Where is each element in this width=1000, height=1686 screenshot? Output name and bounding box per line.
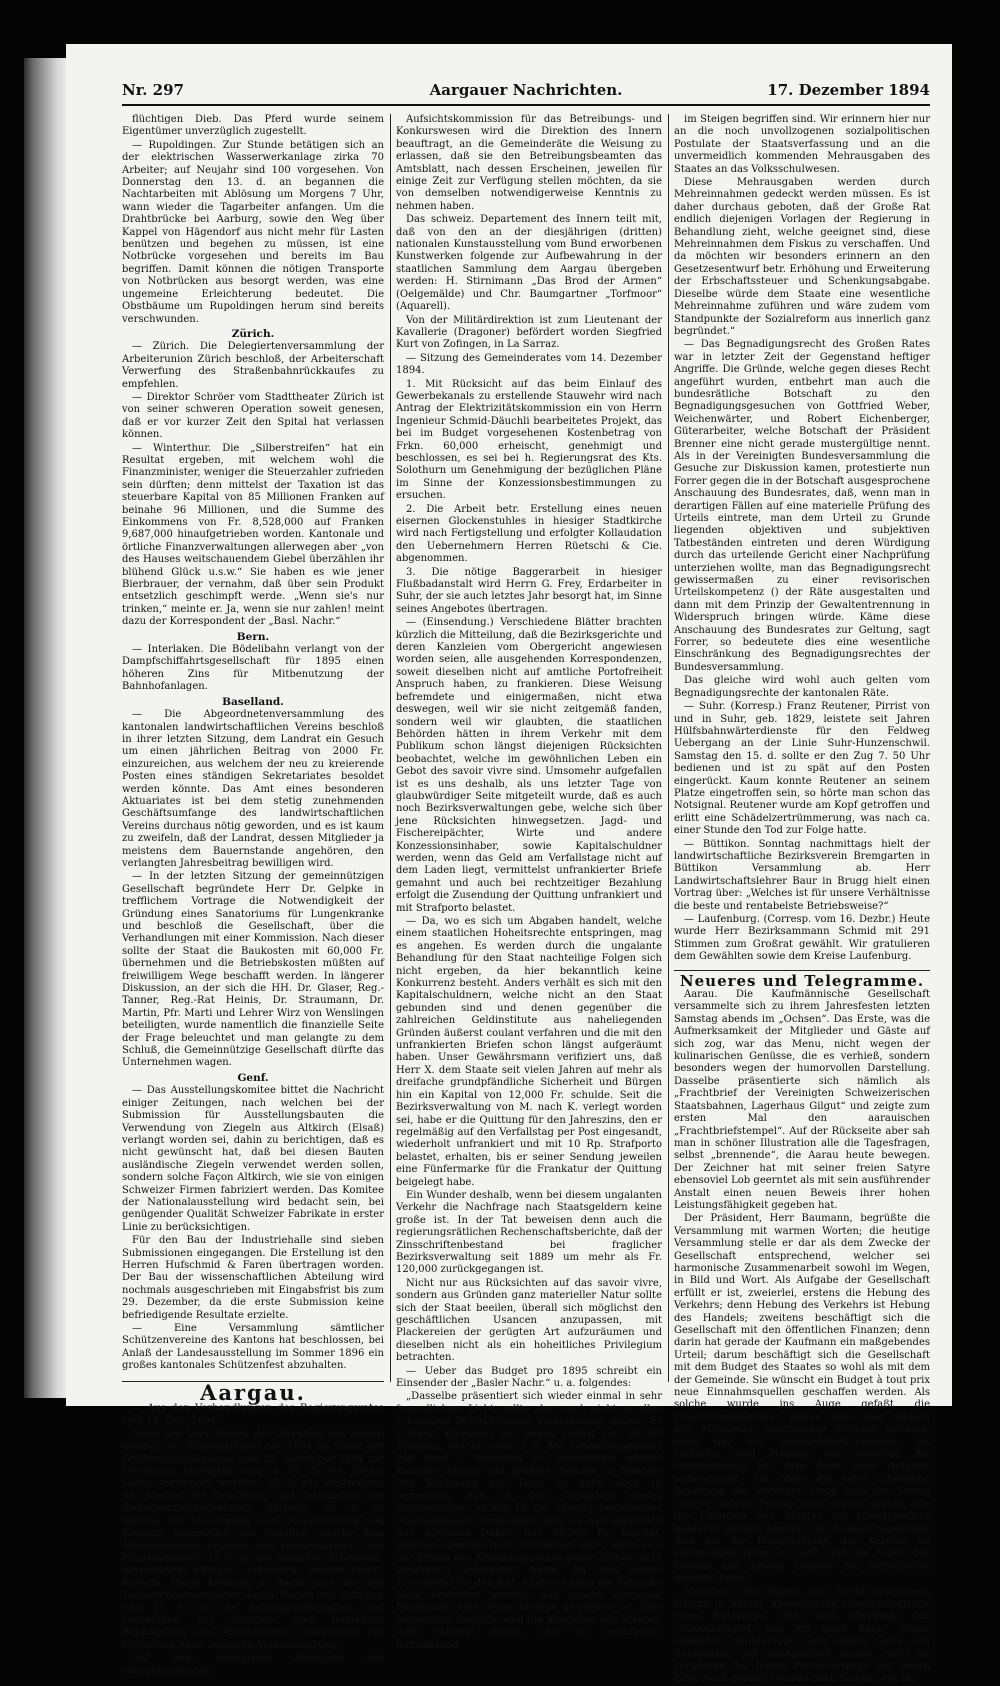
section-heading-zuerich: Zürich. — [231, 327, 275, 340]
article-paragraph: Auf eine bezügliche Anregung der obergerichtlichen — [122, 1653, 384, 1677]
article-paragraph: — Büttikon. Sonntag nachmittags hielt der landwirtschaftliche Bezirksverein Bremgarten in Büttikon Versammlung ab. Herr Landwirtschaftslehrer Baur in Brugg hielt einen Vortrag über: „Welches ist für unsere Verhältnisse die beste und rentabelste Betriebsweise?“ — [674, 838, 930, 912]
newspaper-page — [66, 44, 952, 1685]
article-paragraph: — Winterthur. Die „Silberstreifen“ hat ein Resultat ergeben, mit welchem wohl die Finanzminister, weniger die Steuerzahler zufrieden sein dürften; denn mittelst der Taxation ist das steuerbare Kapital von 85 Millionen Franken auf beinahe 96 Millionen, und die Summe des Einkommens von Fr. 8,528,000 auf Franken 9,687,000 hinaufgetrieben worden. Kantonale und örtliche Finanzverwaltungen allerwegen aber „von des Hauses weitschauendem Giebel überzählen ihr blühend Glück u.s.w.“ Sie haben es wie jener Bierbrauer, der vernahm, daß über sein Produkt entsetzlich geschimpft werde. „Wenn sie's nur trinken,“ meinte er. Ja, wenn sie nur zahlen! meint dazu der Korrespondent der „Basl. Nachr.“ — [122, 442, 384, 628]
article-paragraph: — Eine Versammlung sämtlicher Schützenvereine des Kantons hat beschlossen, bei Anlaß der Landesausstellung im Sommer 1896 ein großes kantonales Schützenfest abzuhalten. — [122, 1323, 384, 1372]
article-paragraph: Aarau. Die Kaufmännische Gesellschaft versammelte sich zu ihrem Jahresfesten letzten Samstag abends im „Ochsen“. Das Erste, was die Aufmerksamkeit der Mitglieder und Gäste auf sich zog, war das Menu, nicht wegen der kulinarischen Genüsse, die es verhieß, sondern besonders wegen der humorvollen Darstellung. Dasselbe präsentierte sich nämlich als „Frachtbrief der Vereinigten Schweizerischen Staatsbahnen, Lagerhaus Gilgut“ und zeigte zum ersten Mal den aarauischen „Frachtbriefstempel“. Auf der Rückseite aber sah man in schöner Illustration alle die Tagesfragen, selbst „brennende“, die Aarau heute bewegen. Der Zeichner hat mit seiner freien Satyre ebensoviel Lob geerntet als mit sein ausführender Anstalt einen neuen Beweis ihrer hohen Leistungsfähigkeit gegeben hat. — [674, 989, 930, 1211]
article-paragraph: Für den Bau der Industriehalle sind sieben Submissionen eingegangen. Die Erstellung ist den Herren Hufschmid & Faren übertragen worden. Der Bau der wissenschaftlichen Abteilung wird nochmals ausgeschrieben mit Eingabsfrist bis zum 29. Dezember, da die erste Submission keine befriedigende Resultate erzielte. — [122, 1235, 384, 1321]
article-paragraph: — Das Begnadigungsrecht des Großen Rates war in letzter Zeit der Gegenstand heftiger Angriffe. Die Gründe, welche gegen dieses Recht angeführt wurden, entbehrt man auch die bundesrätliche Botschaft zu den Begnadigungsgesuchen von Gottfried Weber, Weichenwärter, und Robert Eichenberger, Güterarbeiter, welche Botschaft der Präsident Brenner eine nicht gerade mustergültige nennt. Als in der Vereinigten Bundesversammlung die Gesuche zur Diskussion kamen, protestierte nun Forrer gegen die in der Botschaft ausgesprochene Anschauung des Bundesrates, daß, wenn man in derartigen Fällen auf eine materielle Prüfung des Urteils eintrete, man dem Urteil zu Grunde liegenden objektiven und subjektiven Tatbeständen eintreten und deren Würdigung durch das urteilende Gericht einer Nachprüfung unterziehen wollte, man das Begnadigungsrecht gewissermaßen zu einer revisorischen Urteilskompetenz () der Räte ausgestalten und dann mit dem Prinzip der Gewaltentrennung in Widerspruch bringen würde. Käme diese Anschauung des Bundesrates zur Geltung, sagt Forrer, so bedeutete dies eine wesentliche Einschränkung des Begnadigungsrechtes der Bundesversammlung. — [674, 339, 930, 673]
article-paragraph: — Laufenburg. (Corresp. vom 16. Dezbr.) Heute wurde Herr Bezirksammann Schmid mit 291 Stimmen zum Großrat gewählt. Wir gratulieren dem Gewählten sowie dem Kreise Laufenburg. — [674, 914, 930, 963]
article-paragraph: — Suhr. (Korresp.) Franz Reutener, Pirrist von und in Suhr, geb. 1829, leistete seit Jahren Hülfsbahnwärterdienste für den Feldweg Uebergang an der Linie Suhr-Hunzenschwil. Samstag den 15. d. sollte er den Zug 7. 50 Uhr bedienen und ist zu spät auf den Posten eingerückt. Kaum konnte Reutener an seinem Platze eingetroffen sein, so hörte man schon das Notsignal. Reutener wurde am Kopf getroffen und erlitt eine Schädelzertrümmerung, was nach ca. einer Stunde den Tod zur Folge hatte. — [674, 701, 930, 837]
article-paragraph: flüchtigen Dieb. Das Pferd wurde seinem Eigentümer unverzüglich zugestellt. — [122, 114, 384, 138]
column-rule — [390, 114, 391, 1382]
column-rule — [668, 114, 669, 1382]
issue-number: Nr. 297 — [122, 81, 184, 99]
article-paragraph: im Steigen begriffen sind. Wir erinnern hier nur an die noch unvollzogenen sozialpolitischen Postulate der Staatsverfassung und an die unvermeidlich kommenden Mehrausgaben des Staates an das Volksschulwesen. — [674, 114, 930, 175]
article-paragraph: — Direktor Schröer vom Stadttheater Zürich ist von seiner schweren Operation soweit genesen, daß er vor kurzer Zeit den Spital hat verlassen können. — [122, 391, 384, 441]
article-paragraph: — Die Abgeordnetenversammlung des kantonalen landwirtschaftlichen Vereins beschloß in ihrer letzten Sitzung, dem Landrat ein Gesuch um einen jährlichen Beitrag von 2000 Fr. einzureichen, aus welchem der neu zu kreierende Posten eines ständigen Sekretariates besoldet werden könnte. Das Amt eines besonderen Aktuariates ist bei dem stetig zunehmenden Geschäftsumfange des landwirtschaftlichen Vereins durchaus nötig geworden, und es ist kaum zu zweifeln, daß der Landrat, dessen Mitglieder ja meistens dem Bauernstande angehören, den verlangten Jahresbeitrag bewilligen wird. — [122, 709, 384, 869]
article-paragraph: Diese Mehrausgaben werden durch Mehreinnahmen gedeckt werden müssen. Es ist daher durchaus geboten, daß der Große Rat endlich diejenigen Vorlagen der Regierung in Behandlung zieht, welche geeignet sind, diese Mehreinnahmen dem Fiskus zu verschaffen. Und da möchten wir besonders erinnern an den Gesetzesentwurf betr. Erhöhung und Erweiterung der Erbschaftssteuer und Schenkungsabgabe. Dieselbe würde dem Staate eine wesentliche Mehreinnahme zuführen und wäre zudem vom Standpunkte der Sozialreform aus innerlich ganz begründet.“ — [674, 177, 930, 337]
article-paragraph: — Rupoldingen. Zur Stunde betätigen sich an der elektrischen Wasserwerkanlage zirka 70 Arbeiter; auf Neujahr sind 100 vorgesehen. Von Donnerstag den 13. d. an begannen die Nachtarbeiten mit Ablösung um Morgens 7 Uhr, wann wieder die Tagarbeiter anfangen. Um die Drahtbrücke bei Aarburg, sowie den Weg über Kappel von Hägendorf aus nicht mehr für Lasten benützen und begehen zu müssen, ist eine Notbrücke vorgesehen und bereits im Bau begriffen. Damit können die nötigen Transporte von Notbrücken aus besorgt werden, was eine ungemeine Erleichterung bedeutet. Die Obstbäume um Rupoldingen herum sind bereits verschwunden. — [122, 139, 384, 325]
article-paragraph: 3. Die nötige Baggerarbeit in hiesiger Flußbadanstalt wird Herrn G. Frey, Erdarbeiter in Suhr, der sie auch letztes Jahr besorgt hat, im Sinne seines Angebotes übertragen. — [396, 566, 662, 615]
article-paragraph: Der Präsident, Herr Baumann, begrüßte die Versammlung mit warmen Worten; die heutige Versammlung stelle er dar als dem Zwecke der Gesellschaft entsprechend, welcher sei harmonische Zusammenarbeit sowohl im Wegen, in Bild und Wort. Als Aufgabe der Gesellschaft erfüllt er ist, zweierlei, erstens die Hebung des Verkehrs; denn Hebung des Verkehrs ist Hebung des Handels; zweitens beschäftigt sich die Gesellschaft mit den öffentlichen Finanzen; denn darin hat gerade der Kaufmann ein maßgebendes Urteil; darum beschäftigt sich die Gesellschaft mit dem Budget des Staates so wohl als mit dem der Gemeinde. Sie wünscht ein Budget à tout prix neue Einnahmsquellen geschaffen werden. Als solche wurde ins Auge gefaßt die Frachtstempelsteuer; gegen diese aber müssen alle Mitglieder gleichmäßig Stellung nehmen, nicht nur aus Solidaritätsrücksichten, als vielmehr, weil Hebung des Verkehrs die Vereinsprinzip ist, dem diese neue Aufgabe widerspricht. Sie hätte die sehr schädliche Belastung des Verkehrs. Doch muß der Verein seinem andern Prinzip nach darauf sinnen, wie die Finanzen des Staates ins Gleichgewicht gebracht werden können; der Redner bezeichnet dies als die Hauptaufgabe des Vereins im kommenden Jahre; er hofft, daß die Arbeit des Vereins auf diesem Gebiete ein erfreuliches Resultat habe. — [674, 1213, 930, 1585]
article-paragraph: — In der letzten Sitzung der gemeinnützigen Gesellschaft begründete Herr Dr. Gelpke in trefflichem Vortrage die Notwendigkeit der Gründung eines Sanatoriums für Lungenkranke und beschloß die Gesellschaft, über die Verhandlungen mit einer Kommission. Nach dieser sollte der Staat die Baukosten mit 60,000 Fr. übernehmen und die Betriebskosten müßten auf freiwilligem Wege beschafft werden. In längerer Diskussion, an der sich die HH. Dr. Glaser, Reg.-Tanner, Reg.-Rat Heinis, Dr. Straumann, Dr. Martin, Pfr. Marti und Lehrer Wirz von Wenslingen beteiligten, wurde namentlich die finanzielle Seite der Frage beleuchtet und man gelangte zu dem Schluß, die Gemeinnützige Gesellschaft dürfte das Unternehmen wagen. — [122, 871, 384, 1069]
section-heading-neueres: Neueres und Telegramme. — [674, 970, 930, 987]
article-paragraph: — (Einsendung.) Verschiedene Blätter brachten kürzlich die Mitteilung, daß die Bezirksgerichte und deren Kanzleien vom Obergericht angewiesen worden seien, alle ausgehenden Korrespondenzen, soweit dieselben nicht auf amtliche Portofreiheit Anspruch haben, zu frankieren. Diese Weisung befremdete und einigermaßen, nicht etwa deswegen, weil wir sie nicht zeitgemäß fanden, sondern weil wir glaubten, die staatlichen Behörden hätten in ihrem Verkehr mit dem Publikum schon längst diejenigen Rücksichten beobachtet, welche im gewöhnlichen Leben ein Gebot des savoir vivre sind. Umsomehr aufgefallen ist es uns deshalb, als uns letzter Tage von glaubwürdiger Seite mitgeteilt wurde, daß es auch noch Bezirksverwaltungen gebe, welche sich über jene Rücksichten hinwegsetzen. Jagd- und Fischereipächter, Wirte und andere Konzessionsinhaber, sowie Kapitalschuldner werden, wenn das Geld am Verfallstage nicht auf dem Laden liegt, vermittelst unfrankierter Briefe gemahnt und auch bei rechtzeitiger Bezahlung erfolgt die Zusendung der Quittung unfrankiert und mit Strafporto belastet. — [396, 617, 662, 914]
article-paragraph: Das gleiche wird wohl auch gelten vom Begnadigungsrechte der kantonalen Räte. — [674, 675, 930, 699]
column-1 — [122, 114, 384, 1677]
article-paragraph: 2. Die Arbeit betr. Erstellung eines neuen eisernen Glockenstuhles in hiesiger Stadtkirche wird nach Fertigstellung und erfolgter Kollaudation den Uebernehmern Herren Rüetschi & Cie. abgenommen. — [396, 503, 662, 565]
article-paragraph: „Dasselbe präsentiert sich wieder einmal in sehr freundlichem Licht, sollte aber auch nicht zu allzu schwarzen Befürchtungen Veranlassung geben. Es schließt allerdings mit einem Defizit von 90,000 Franken, welche etwa 3 % des Gesamtausgabens von rund 3 Millionen Fr. ausmachen; andere Kantone weisen viel größere Defizite in Budgets und Rechnung auf. Dazu ist dann noch zu bemerken, daß in den Ausgaben dieses Voranschlages 50,000 Fr. für Tilgung bestehender Staatsanleihen vorgesehen sind, so daß eigentlich das wirkliche Defizit nur 40,000 Fr. beträgt, welches ebenfalls nicht vorhanden wäre, wenn sich der Ertrag des Alkoholmonopols gegen früher nicht wesentlich vermindert hätte. Da sind einige Trostmittel für den Rat. Allein es kann die Tatsache nicht bestritten werden, daß unsere kantonale Finanzlage eine etwas knappe geworden ist. Dies namentlich deshalb, weil die Ausgaben des Staates, weit entfernt davon, sich zu reduzieren, fortwährend — [396, 1391, 662, 1651]
section-heading-aargau: Aargau. — [122, 1381, 384, 1399]
page-header — [122, 74, 930, 106]
column-3 — [674, 114, 930, 1685]
article-paragraph: — Da, wo es sich um Abgaben handelt, welche einem staatlichen Hoheitsrechte entspringen, mag es angehen. Es werden durch die ungalante Behandlung für den Staat nachteilige Folgen sich nicht ergeben, da hier bekanntlich keine Konkurrenz besteht. Anders verhält es sich mit den Kapitalschuldnern, welche nicht an den Staat gebunden sind und denen gegenüber die zahlreichen Geldinstitute aus naheliegenden Gründen äußerst coulant verfahren und die mit den unfrankierten Briefen schon längst aufgeräumt haben. Unser Gewährsmann verifiziert uns, daß Herr X. dem Staate seit vielen Jahren auf mehr als dreifache grundpfändliche Sicherheit und Bürgen hin ein Kapital von 12,000 Fr. schulde. Seit die Bezirksverwaltung von M. nach K. verlegt worden sei, habe er die Quittung für den Jahreszins, den er regelmäßig auf den Verfallstag per Post eingesandt, wiederholt unfrankiert und mit 10 Rp. Strafporto belastet, erhalten, bis er seiner Sendung jeweilen eine Fünfermarke für die Frankatur der Quittung beigelegt habe. — [396, 916, 662, 1188]
section-heading-genf: Genf. — [237, 1071, 269, 1084]
article-paragraph: Von der Militärdirektion ist zum Lieutenant der Kavallerie (Dragoner) befördert worden Siegfried Kurt von Zofingen, in La Sarraz. — [396, 314, 662, 351]
article-paragraph: Das schweiz. Departement des Innern teilt mit, daß von den an der diesjährigen (dritten) nationalen Kunstausstellung vom Bund erworbenen Kunstwerken folgende zur Aufbewahrung in der staatlichen Sammlung dem Aargau übergeben werden: H. Stirnimann „Das Brod der Armen“ (Oelgemälde) und Chr. Baumgartner „Torfmoor“ (Aquarell). — [396, 214, 662, 313]
section-heading-baselland: Baselland. — [222, 695, 284, 708]
section-heading-bern: Bern. — [236, 630, 270, 643]
article-paragraph: — Das Ausstellungskomitee bittet die Nachricht einiger Zeitungen, nach welchen bei der Submission für Ausstellungsbauten die Verwendung von Ziegeln aus Altkirch (Elsaß) verlangt worden sei, dahin zu berichtigen, daß es nicht gewünscht hat, daß bei diesen Bauten ausländische Ziegeln verwendet werden sollen, sondern solche Façon Altkirch, wie sie von einigen Schweizer Firmen fabriziert werden. Das Komitee der Nationalausstellung wird bedacht sein, bei genügender Qualität Schweizer Fabrikate in erster Linie zu berücksichtigen. — [122, 1085, 384, 1233]
article-paragraph: — Aus den Verhandlungen des Regierungsrates vom 14. Dez. 1894. — [122, 1403, 384, 1427]
page-binding-edge — [24, 58, 68, 1398]
column-2 — [396, 114, 662, 1651]
article-paragraph: Ein Wunder deshalb, wenn bei diesem ungalanten Verkehr die Nachfrage nach Staatsgeldern keine große ist. In der Tat beweisen denn auch die regierungsrätlichen Rechenschaftsberichte, daß der Zinsschriftenbestand bei fraglicher Bezirksverwaltung seit 1889 um mehr als Fr. 120,000 zurückgegangen ist. — [396, 1189, 662, 1276]
article-paragraph: — Ueber das Budget pro 1895 schreibt ein Einsender der „Basler Nachr.“ u. a. folgendes: — [396, 1365, 662, 1390]
issue-date: 17. Dezember 1894 — [767, 81, 930, 99]
article-paragraph: Nicht nur aus Rücksichten auf das savoir vivre, sondern aus Gründen ganz materieller Natur sollte sich der Staat beeilen, überall sich möglichst den geschäftlichen Usancen anzupassen, mit Plackereien der gerügten Art aufzuräumen und dieselben nicht als ein hoheitliches Privilegium betrachten. — [396, 1277, 662, 1364]
article-paragraph: 1. Mit Rücksicht auf das beim Einlauf des Gewerbekanals zu erstellende Stauwehr wird nach Antrag der Elektrizitätskommission ein von Herrn Ingenieur Schmid-Däuchli bearbeitetes Projekt, das bei im Budget vorgesehenen Kostenbetrag von Frkn. 60,000 erheischt, genehmigt und beschlossen, es sei bei h. Regierungsrat des Kts. Solothurn um Genehmigung der bezüglichen Pläne im Sinne der Konzessionsbestimmungen zu ersuchen. — [396, 378, 662, 502]
article-paragraph: Nachdem den Magen sein Recht geschehen, folgten in bunter Abwechslung Gesangsvorträge eines Elitekorps, dem man allerdings das „Unvorbereitet, wie ich mich habe“ etwas anmerkte, wundervolle Solis einem Gaste, ein Sologesang gut nachgeeifert wurde, nicht zu vergessen der feinen Pistonvorträge des Herrn Erni. Auch gereicht wurde noch tüchtig; ein bis — [674, 1586, 930, 1685]
article-paragraph: — Interlaken. Die Bödelibahn verlangt von der Dampfschiffahrtsgesellschaft für 1895 einen höheren Zins für Mitbenutzung der Bahnhofanlagen. — [122, 644, 384, 693]
article-paragraph: Nach den Vorschlägen der Direktion des Innern gelangt der Alkoholzehntel pro 1894 im Sinne der Großratsschlußnahme vom 23. November 1891 zur Verteilung. Verfügbar sind ca. Fr. 25,000. Davon sollen verwendet werden: 50 % zur Bestreitung der Kosten der Errichtung und Installation der Zwangserziehungsanstalt Aarburg; 20 % an Vereine zur Versorgung und Unterstützung von Kindern, namentlich aus Familien, welche dem Alkoholgenusse ergeben sind (Bezirksarmen- und Frauenvereine); 15 % an die Anstalten Biberstein, Bremgarten, Effingen, Friedberg, Hermetschwyl, Kasteln, Maria Krönung in Baden und die drei Taubstummenanstalten Aarau, Baden und Zofingen und 15 % an die Kulturgesellschaften und Gemeinden zur direkten oder indirekten Bekämpfung des Alkoholismus, namentlich zur Förderung einer besseren Volksernährung. — [122, 1428, 384, 1651]
masthead-title: Aargauer Nachrichten. — [429, 81, 623, 99]
article-paragraph: Aufsichtskommission für das Betreibungs- und Konkurswesen wird die Direktion des Innern beauftragt, an die Gemeinderäte die Weisung zu erlassen, daß sie den Betreibungsbeamten das Amtsblatt, nach dessen Erscheinen, jeweilen für einige Zeit zur Verfügung stellen möchten, da sie von demselben notwendigerweise Kenntnis zu nehmen haben. — [396, 114, 662, 212]
article-paragraph: — Sitzung des Gemeinderates vom 14. Dezember 1894. — [396, 352, 662, 377]
article-paragraph: — Zürich. Die Delegiertenversammlung der Arbeiterunion Zürich beschloß, der Arbeiterschaft Verwerfung des Straßenbahnrückkaufes zu empfehlen. — [122, 341, 384, 390]
